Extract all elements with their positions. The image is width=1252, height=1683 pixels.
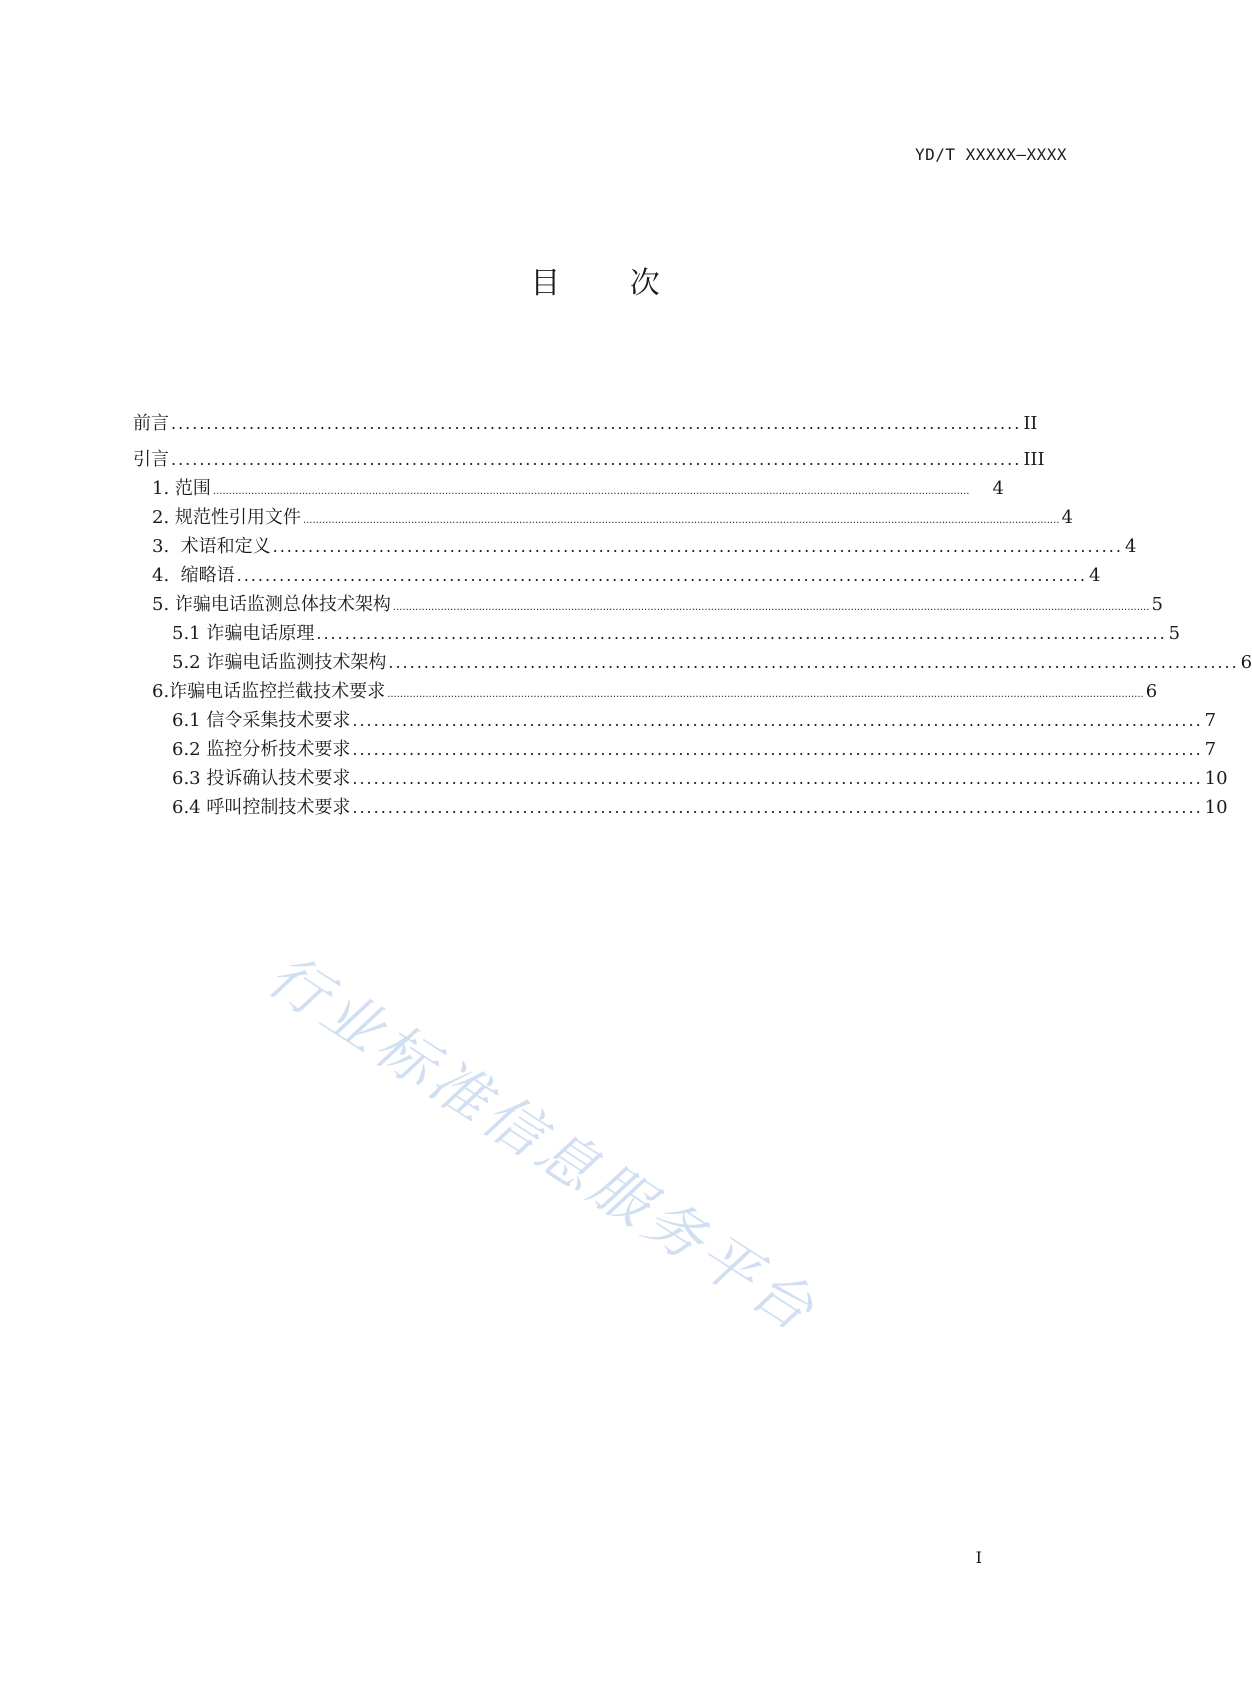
dot-leader: ........................................................................................................................	[388, 653, 1239, 672]
toc-entry-label: 4. 缩略语	[152, 565, 235, 586]
dot-leader: ........................................................................................................................	[316, 624, 1167, 643]
toc-entry-analysis[interactable]	[172, 738, 1217, 762]
toc-entry-page: III	[1023, 449, 1045, 470]
toc-entry-label: 6.3 投诉确认技术要求	[172, 768, 351, 789]
dot-leader: ..............................................................................................................................................................................................................................................	[387, 689, 1144, 700]
toc-entry-label: 引言	[133, 449, 169, 470]
toc-entry-call-control[interactable]	[172, 796, 1228, 820]
toc-entry-label: 5.2 诈骗电话监测技术架构	[172, 652, 387, 673]
toc-entry-page: 10	[1204, 768, 1228, 789]
dot-leader: ..............................................................................................................................................................................................................................................	[302, 515, 1060, 526]
dot-leader: ........................................................................................................................	[352, 798, 1203, 817]
toc-entry-page: 4	[992, 478, 1004, 499]
standard-code: YD/T XXXXX—XXXX	[915, 145, 1067, 164]
toc-entry-label: 6.4 呼叫控制技术要求	[172, 797, 351, 818]
toc-entry-label: 6.2 监控分析技术要求	[172, 739, 351, 760]
dot-leader: ........................................................................................................................	[171, 450, 1022, 469]
toc-entry-foreword[interactable]	[133, 412, 1038, 436]
toc-entry-signaling[interactable]	[172, 709, 1217, 733]
dot-leader: ........................................................................................................................	[171, 414, 1022, 433]
toc-entry-label: 3. 术语和定义	[152, 536, 271, 557]
toc-entry-page: 4	[1124, 536, 1137, 557]
toc-entry-label: 2. 规范性引用文件	[152, 507, 301, 528]
toc-entry-interception-requirements[interactable]	[152, 680, 1158, 704]
toc-entry-page: II	[1023, 413, 1038, 434]
toc-entry-label: 6.诈骗电话监控拦截技术要求	[152, 681, 386, 702]
toc-entry-label: 6.1 信令采集技术要求	[172, 710, 351, 731]
toc-entry-complaint[interactable]	[172, 767, 1228, 791]
toc-entry-normative-references[interactable]	[152, 506, 1073, 530]
dot-leader: ........................................................................................................................	[272, 537, 1123, 556]
toc-entry-scope[interactable]	[152, 477, 1004, 501]
toc-entry-page: 7	[1204, 710, 1217, 731]
toc-entry-principle[interactable]	[172, 622, 1181, 646]
toc-entry-terms[interactable]	[152, 535, 1137, 559]
toc-entry-architecture[interactable]	[152, 593, 1163, 617]
toc-entry-introduction[interactable]	[133, 448, 1045, 472]
dot-leader: ........................................................................................................................	[352, 711, 1203, 730]
dot-leader: ........................................................................................................................	[352, 769, 1203, 788]
toc-entry-page: 4	[1088, 565, 1101, 586]
page-number: I	[975, 1548, 982, 1567]
toc-entry-label: 5. 诈骗电话监测总体技术架构	[152, 594, 391, 615]
dot-leader: ..............................................................................................................................................................................................................................................	[212, 486, 970, 497]
toc-entry-label: 1. 范围	[152, 478, 211, 499]
page-title: 目 次	[530, 266, 690, 301]
toc-entry-page: 4	[1061, 507, 1073, 528]
dot-leader: ........................................................................................................................	[236, 566, 1087, 585]
toc-entry-page: 6	[1240, 652, 1252, 673]
toc-entry-page: 5	[1151, 594, 1163, 615]
toc-entry-abbreviations[interactable]	[152, 564, 1101, 588]
toc-entry-label: 前言	[133, 413, 169, 434]
toc-entry-page: 7	[1204, 739, 1217, 760]
watermark: 行业标准信息服务平台	[255, 940, 830, 1347]
toc-entry-page: 10	[1204, 797, 1228, 818]
toc-entry-page: 6	[1145, 681, 1158, 702]
dot-leader: ........................................................................................................................	[352, 740, 1203, 759]
toc-entry-label: 5.1 诈骗电话原理	[172, 623, 315, 644]
toc-entry-page: 5	[1168, 623, 1181, 644]
dot-leader: ..............................................................................................................................................................................................................................................	[392, 602, 1150, 613]
toc-entry-monitoring-architecture[interactable]	[172, 651, 1252, 675]
